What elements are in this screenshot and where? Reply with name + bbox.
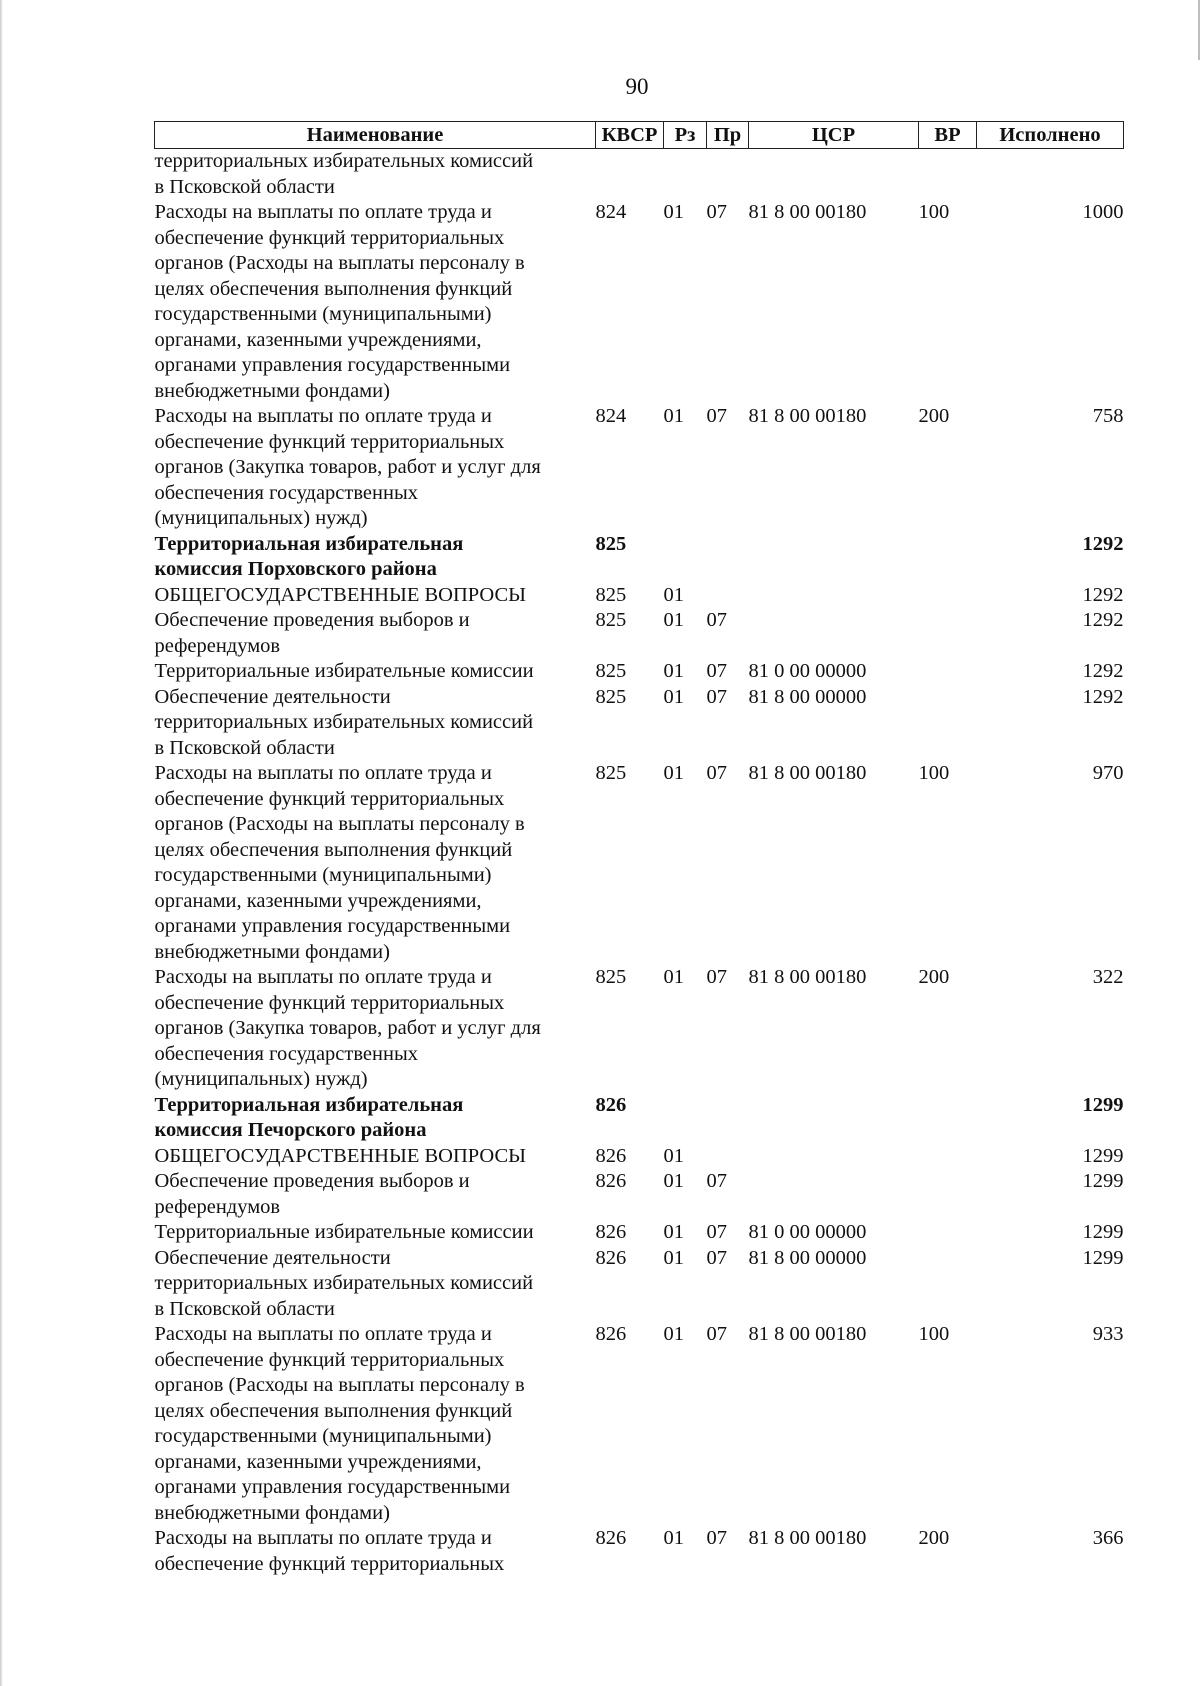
row-csr-cell — [749, 1169, 919, 1220]
row-name-line: обеспечение функций территориальных — [154, 991, 505, 1014]
row-name-line: территориальных избирательных комиссий — [154, 1272, 534, 1294]
row-isp-cell — [977, 149, 1124, 201]
row-pr-cell: 07 — [706, 762, 727, 784]
row-name-line: Расходы на выплаты по оплате труда и — [154, 201, 492, 223]
row-pr-cell: 07 — [706, 1170, 727, 1192]
row-name-cell — [155, 583, 596, 609]
header-vr: ВР — [919, 122, 977, 149]
row-kvsr-cell — [596, 149, 664, 201]
table-row — [155, 1093, 1124, 1144]
row-csr-cell — [749, 583, 919, 609]
row-isp-cell: 1299 — [1082, 1170, 1124, 1192]
row-name-line: Расходы на выплаты по оплате труда и — [154, 1323, 492, 1345]
row-name-line: Расходы на выплаты по оплате труда и — [154, 405, 492, 427]
row-rz-cell: 01 — [663, 1221, 684, 1243]
row-vr-cell: 100 — [918, 1323, 950, 1345]
row-pr-cell: 07 — [706, 201, 727, 223]
row-name-line: референдумов — [154, 1195, 281, 1218]
row-name-line: целях обеспечения выполнения функций — [154, 838, 513, 861]
row-pr-cell — [707, 149, 749, 201]
row-name-cell — [155, 1093, 596, 1144]
table-row — [155, 1322, 1124, 1526]
table-row — [155, 583, 1124, 609]
row-name-line: обеспечение функций территориальных — [154, 787, 505, 810]
row-pr-cell: 07 — [706, 1246, 727, 1269]
table-row — [155, 965, 1124, 1093]
row-pr-cell — [707, 1093, 749, 1144]
row-name-line: Территориальная избирательная — [154, 532, 464, 555]
row-csr-cell: 81 8 00 00000 — [748, 685, 867, 708]
row-name-cell — [155, 1144, 596, 1170]
row-name-line: внебюджетными фондами) — [154, 1501, 390, 1524]
row-name-line: в Псковской области — [154, 1297, 335, 1320]
table-row — [155, 1246, 1124, 1323]
row-isp-cell: 1299 — [1082, 1246, 1124, 1269]
row-isp-cell: 1299 — [1082, 1221, 1124, 1243]
row-kvsr-cell: 826 — [595, 1170, 627, 1192]
row-isp-cell: 322 — [1092, 966, 1124, 988]
row-name-line: Территориальные избирательные комиссии — [154, 660, 534, 682]
row-kvsr-cell: 824 — [595, 405, 627, 427]
row-csr-cell: 81 0 00 00000 — [748, 1221, 867, 1243]
row-name-line: целях обеспечения выполнения функций — [154, 1399, 513, 1422]
row-isp-cell: 366 — [1092, 1527, 1124, 1549]
row-name-line: обеспечение функций территориальных — [154, 1348, 505, 1371]
row-name-line: органами управления государственными — [154, 1476, 511, 1498]
row-rz-cell — [664, 1093, 707, 1144]
table-row — [155, 1220, 1124, 1246]
row-csr-cell — [749, 149, 919, 201]
row-vr-cell — [919, 532, 977, 583]
table-row — [155, 1526, 1124, 1577]
row-csr-cell: 81 0 00 00000 — [748, 660, 867, 682]
row-name-cell — [155, 1246, 596, 1323]
row-name-line: (муниципальных) нужд) — [154, 1068, 368, 1090]
table-row — [155, 200, 1124, 404]
row-name-cell — [155, 532, 596, 583]
row-name-line: органов (Расходы на выплаты персоналу в — [154, 252, 525, 274]
row-name-line: референдумов — [154, 634, 281, 657]
row-csr-cell — [749, 1093, 919, 1144]
row-kvsr-cell: 825 — [595, 583, 627, 606]
row-name-cell — [155, 149, 596, 201]
row-name-line: целях обеспечения выполнения функций — [154, 277, 513, 300]
row-name-line: обеспечение функций территориальных — [154, 1552, 505, 1575]
row-name-line: Расходы на выплаты по оплате труда и — [154, 1527, 492, 1549]
row-rz-cell: 01 — [663, 966, 684, 988]
row-csr-cell: 81 8 00 00180 — [748, 966, 867, 988]
row-kvsr-cell: 825 — [595, 685, 627, 708]
row-rz-cell: 01 — [663, 201, 684, 223]
row-name-line: органами, казенными учреждениями, — [154, 889, 482, 912]
table-row — [155, 149, 1124, 201]
table-row — [155, 685, 1124, 762]
row-kvsr-cell: 825 — [595, 762, 627, 784]
row-pr-cell: 07 — [706, 685, 727, 708]
row-csr-cell: 81 8 00 00180 — [748, 762, 867, 784]
row-name-line: (муниципальных) нужд) — [154, 507, 368, 529]
row-name-line: Расходы на выплаты по оплате труда и — [154, 966, 492, 988]
row-vr-cell: 100 — [918, 762, 950, 784]
row-vr-cell — [919, 1246, 977, 1323]
table-row — [155, 1144, 1124, 1170]
row-name-cell — [155, 608, 596, 659]
row-rz-cell: 01 — [663, 1323, 684, 1345]
row-rz-cell: 01 — [663, 405, 684, 427]
row-name-cell — [155, 761, 596, 965]
row-pr-cell: 07 — [706, 966, 727, 988]
row-pr-cell: 07 — [706, 405, 727, 427]
row-kvsr-cell: 826 — [595, 1246, 627, 1269]
row-name-line: комиссия Порховского района — [154, 558, 437, 580]
row-csr-cell: 81 8 00 00180 — [748, 1323, 867, 1345]
row-pr-cell: 07 — [706, 609, 727, 631]
row-vr-cell — [919, 149, 977, 201]
row-name-line: Обеспечение проведения выборов и — [154, 609, 470, 631]
row-rz-cell: 01 — [663, 685, 684, 708]
row-csr-cell: 81 8 00 00180 — [748, 1527, 867, 1549]
row-name-line: органов (Закупка товаров, работ и услуг для — [154, 456, 541, 478]
row-rz-cell: 01 — [663, 762, 684, 784]
row-name-cell — [155, 685, 596, 762]
row-vr-cell: 200 — [918, 1527, 950, 1549]
header-name: Наименование — [155, 122, 596, 149]
row-name-line: территориальных избирательных комиссий — [154, 150, 534, 172]
row-pr-cell — [707, 1144, 749, 1170]
header-csr: ЦСР — [749, 122, 919, 149]
row-kvsr-cell: 825 — [595, 609, 627, 631]
row-vr-cell — [919, 583, 977, 609]
row-name-line: ОБЩЕГОСУДАРСТВЕННЫЕ ВОПРОСЫ — [154, 583, 527, 606]
row-name-cell — [155, 1220, 596, 1246]
row-name-line: государственными (муниципальными) — [154, 1425, 492, 1447]
row-rz-cell — [664, 532, 707, 583]
row-kvsr-cell: 826 — [595, 1144, 627, 1167]
row-pr-cell: 07 — [706, 660, 727, 682]
row-isp-cell: 1292 — [1082, 583, 1124, 606]
row-name-line: органов (Расходы на выплаты персоналу в — [154, 1374, 525, 1396]
row-rz-cell: 01 — [663, 609, 684, 631]
row-name-line: территориальных избирательных комиссий — [154, 711, 534, 733]
row-isp-cell: 1292 — [1082, 609, 1124, 631]
row-rz-cell: 01 — [663, 660, 684, 682]
row-kvsr-cell: 826 — [595, 1093, 627, 1116]
row-isp-cell: 1292 — [1082, 532, 1124, 555]
row-kvsr-cell: 826 — [595, 1221, 627, 1243]
row-pr-cell: 07 — [706, 1527, 727, 1549]
row-name-line: органами, казенными учреждениями, — [154, 1450, 482, 1473]
row-name-line: органами управления государственными — [154, 915, 511, 937]
row-name-line: органов (Расходы на выплаты персоналу в — [154, 813, 525, 835]
row-csr-cell — [749, 532, 919, 583]
page-number: 90 — [625, 74, 649, 99]
row-name-cell — [155, 965, 596, 1093]
row-name-line: государственными (муниципальными) — [154, 864, 492, 886]
row-isp-cell: 1292 — [1082, 685, 1124, 708]
row-rz-cell: 01 — [663, 1144, 684, 1167]
row-rz-cell: 01 — [663, 1170, 684, 1192]
row-isp-cell: 1000 — [1082, 201, 1124, 223]
row-vr-cell — [919, 685, 977, 762]
row-rz-cell: 01 — [663, 1527, 684, 1549]
header-rz: Рз — [664, 122, 707, 149]
row-isp-cell: 970 — [1092, 762, 1124, 784]
row-csr-cell: 81 8 00 00180 — [748, 405, 867, 427]
row-name-line: органов (Закупка товаров, работ и услуг для — [154, 1017, 541, 1039]
row-kvsr-cell: 824 — [595, 201, 627, 223]
row-kvsr-cell: 825 — [595, 966, 627, 988]
row-name-line: внебюджетными фондами) — [154, 940, 390, 963]
header-pr: Пр — [707, 122, 749, 149]
row-name-line: Расходы на выплаты по оплате труда и — [154, 762, 492, 784]
row-isp-cell: 933 — [1092, 1323, 1124, 1345]
row-pr-cell — [707, 583, 749, 609]
header-kvsr: КВСР — [596, 122, 664, 149]
row-name-cell — [155, 1322, 596, 1526]
row-name-cell — [155, 659, 596, 685]
row-csr-cell — [749, 1144, 919, 1170]
row-kvsr-cell: 825 — [595, 532, 627, 555]
row-vr-cell — [919, 1144, 977, 1170]
row-isp-cell: 1292 — [1082, 660, 1124, 682]
row-vr-cell — [919, 1093, 977, 1144]
row-name-line: ОБЩЕГОСУДАРСТВЕННЫЕ ВОПРОСЫ — [154, 1144, 527, 1167]
row-vr-cell — [919, 1220, 977, 1246]
table-row — [155, 404, 1124, 532]
row-name-line: внебюджетными фондами) — [154, 379, 390, 402]
row-vr-cell: 100 — [918, 201, 950, 223]
row-isp-cell: 758 — [1092, 405, 1124, 427]
table-row — [155, 608, 1124, 659]
header-isp: Исполнено — [977, 122, 1124, 149]
row-name-line: Обеспечение деятельности — [154, 1246, 391, 1269]
row-pr-cell: 07 — [706, 1323, 727, 1345]
row-name-line: обеспечение функций территориальных — [154, 430, 505, 453]
row-name-line: органами, казенными учреждениями, — [154, 328, 482, 351]
row-vr-cell — [919, 1169, 977, 1220]
row-vr-cell — [919, 608, 977, 659]
row-csr-cell: 81 8 00 00180 — [748, 201, 867, 223]
row-isp-cell: 1299 — [1082, 1093, 1124, 1116]
row-pr-cell — [707, 532, 749, 583]
row-name-line: комиссия Печорского района — [154, 1119, 427, 1141]
row-pr-cell: 07 — [706, 1221, 727, 1243]
row-name-cell — [155, 404, 596, 532]
table-row — [155, 761, 1124, 965]
row-name-line: обеспечение функций территориальных — [154, 226, 505, 249]
scan-edge-left — [0, 0, 3, 1686]
row-name-line: в Псковской области — [154, 736, 335, 759]
row-name-line: в Псковской области — [154, 175, 335, 198]
row-kvsr-cell: 825 — [595, 660, 627, 682]
table-header-row — [155, 122, 1124, 149]
row-isp-cell: 1299 — [1082, 1144, 1124, 1167]
row-name-line: обеспечения государственных — [154, 1042, 418, 1065]
row-vr-cell — [919, 659, 977, 685]
row-rz-cell — [664, 149, 707, 201]
row-name-cell — [155, 200, 596, 404]
table-row — [155, 1169, 1124, 1220]
row-name-line: государственными (муниципальными) — [154, 303, 492, 325]
budget-table — [154, 121, 1124, 1577]
row-name-cell — [155, 1526, 596, 1577]
row-name-line: Территориальная избирательная — [154, 1093, 464, 1116]
row-kvsr-cell: 826 — [595, 1323, 627, 1345]
row-vr-cell: 200 — [918, 966, 950, 988]
row-rz-cell: 01 — [663, 583, 684, 606]
row-name-cell — [155, 1169, 596, 1220]
table-row — [155, 659, 1124, 685]
row-name-line: обеспечения государственных — [154, 481, 418, 504]
table-body — [155, 149, 1124, 1578]
row-name-line: Обеспечение деятельности — [154, 685, 391, 708]
row-name-line: Обеспечение проведения выборов и — [154, 1170, 470, 1192]
row-vr-cell: 200 — [918, 405, 950, 427]
row-csr-cell: 81 8 00 00000 — [748, 1246, 867, 1269]
table-row — [155, 532, 1124, 583]
row-rz-cell: 01 — [663, 1246, 684, 1269]
row-kvsr-cell: 826 — [595, 1527, 627, 1549]
row-csr-cell — [749, 608, 919, 659]
row-name-line: органами управления государственными — [154, 354, 511, 376]
row-name-line: Территориальные избирательные комиссии — [154, 1221, 534, 1243]
